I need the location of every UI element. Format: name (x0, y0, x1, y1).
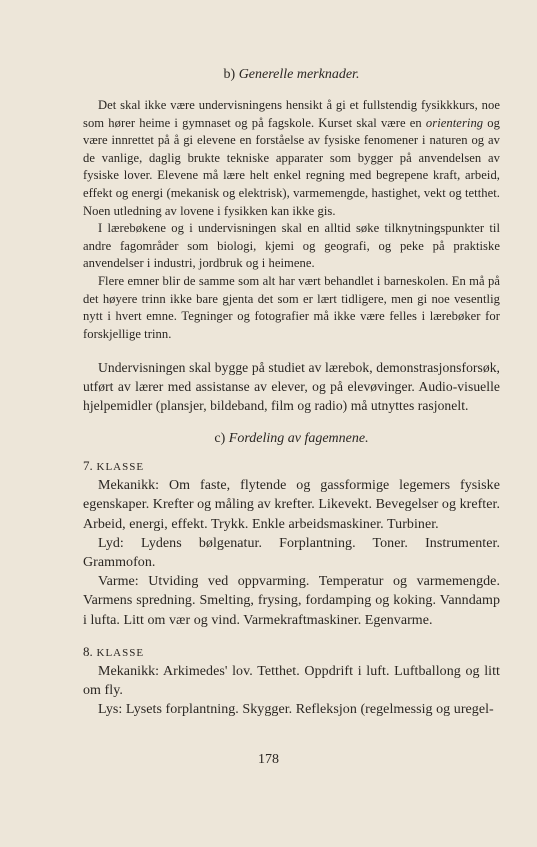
klasse-7-item: Lyd: Lydens bølgenatur. Forplantning. Toner. Instrumenter. Grammofon. (83, 535, 500, 570)
klasse-8-section (83, 644, 500, 720)
klasse-7-label: KLASSE (96, 461, 145, 474)
klasse-7-item: Mekanikk: Om faste, flytende og gassformige legemers fysiske egenskaper. Krefter og måling av krefter. Likevekt. Bevegelser og krefter. Arbeid, energi, effekt. Trykk. Enkle arbeidsmaskiner. Turbiner. (83, 478, 500, 532)
heading-b-title: Generelle merknader. (238, 67, 360, 82)
paragraph-1-part-a: Det skal ikke være undervisningens hensikt å gi et fullstendig fysikkkurs, noe som hører heime i gymnaset og på fagskole. Kurset skal være en (83, 98, 500, 130)
section-b-body (83, 97, 500, 415)
klasse-8-label: KLASSE (96, 646, 145, 659)
paragraph-4: Undervisningen skal bygge på studiet av lærebok, demonstrasjonsforsøk, utført av lærer med assistanse av elever, og på elevøvinger. Audio-visuelle hjelpemidler (plansjer, bildeband, film og radio) må utnyttes rasjonelt. (83, 360, 500, 413)
section-heading-b (83, 66, 500, 84)
klasse-7-item: Varme: Utviding ved oppvarming. Temperatur og varmemengde. Varmens spredning. Smelting, frysing, fordamping og koking. Vanndamp i lufta. Litt om vær og vind. Varmekraftmaskiner. Egenvarme. (83, 574, 500, 628)
paragraph-1-emphasis: orientering (425, 115, 484, 130)
klasse-8-item: Mekanikk: Arkimedes' lov. Tetthet. Oppdrift i luft. Luftballong og litt om fly. (83, 663, 500, 698)
klasse-8-item: Lys: Lysets forplantning. Skygger. Refleksjon (regelmessig og uregel- (98, 702, 494, 718)
klasse-8-number: 8. (83, 643, 93, 659)
klasse-7-heading (83, 458, 500, 475)
section-heading-c (83, 430, 500, 448)
paragraph-2: I lærebøkene og i undervisningen skal en alltid søke tilknytningspunkter til andre fagområder som biologi, kjemi og geografi, og peke på praktiske anvendelser i industri, jordbruk og i heimene. (83, 221, 500, 271)
text-column (83, 66, 500, 719)
klasse-7-section (83, 458, 500, 630)
paragraph-1-part-b: og være innrettet på å gi elevene en forståelse av fysiske fenomener i naturen og av de vanlige, daglig brukte tekniske apparater som bygger på anvendelsen av fysiske lover. Elevene må lære helt enkel regning med begrepene kraft, arbeid, effekt og energi (mekanisk og elektrisk), varmemengde, hastighet, vekt og tetthet. Noen utledning av lovene i fysikken kan ikke gis. (83, 115, 500, 218)
heading-c-title: Fordeling av fagemnene. (228, 431, 369, 447)
klasse-7-number: 7. (83, 458, 93, 474)
heading-c-prefix: c) (214, 431, 226, 447)
paragraph-3: Flere emner blir de samme som alt har vært behandlet i barneskolen. En må på det høyere trinn ikke bare gjenta det som er lært tidligere, men gi noe vesentlig nytt i hvert emne. Tegninger og fotografier må ikke være felles i lærebøker for forskjellige trinn. (83, 273, 500, 341)
klasse-8-heading (83, 644, 500, 661)
page-number: 178 (258, 752, 279, 767)
paragraph-1 (83, 97, 500, 220)
heading-b-prefix: b) (223, 67, 236, 82)
